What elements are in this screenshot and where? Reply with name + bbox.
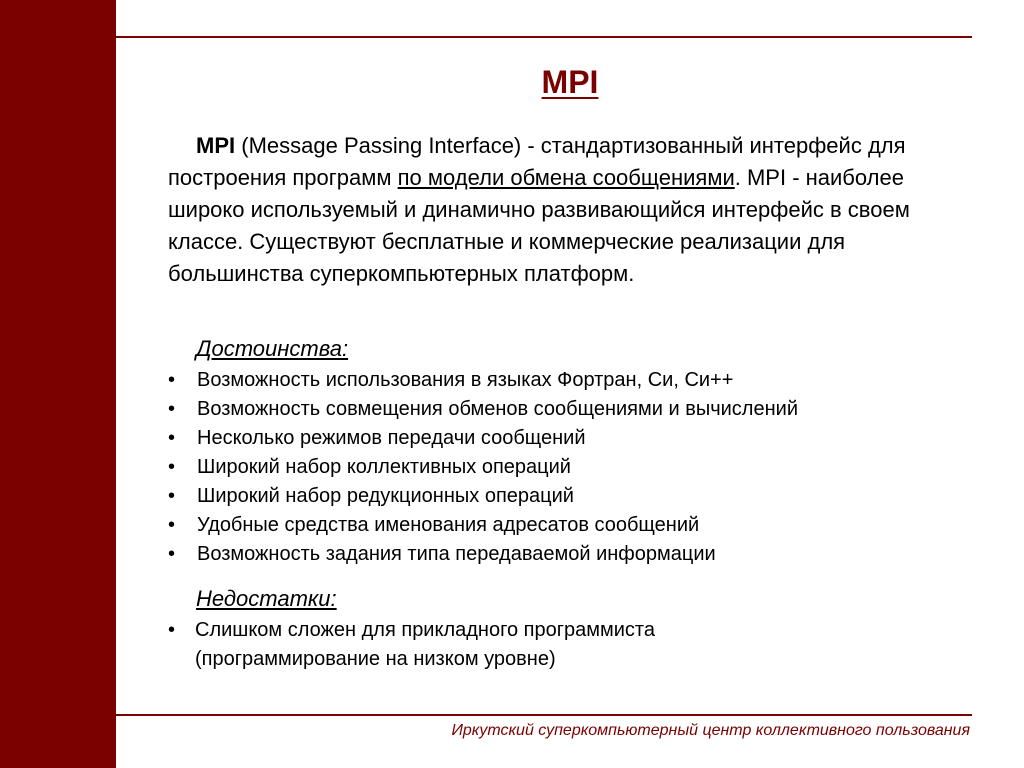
bullet-icon: • bbox=[168, 543, 176, 565]
advantage-text: Несколько режимов передачи сообщений bbox=[197, 427, 586, 449]
bullet-icon: • bbox=[168, 369, 176, 391]
disadvantage-item bbox=[168, 616, 815, 674]
advantages-heading: Достоинства: bbox=[196, 336, 349, 361]
advantages-list bbox=[168, 366, 798, 569]
footer-organization: Иркутский суперкомпьютерный центр коллективного пользования bbox=[451, 722, 970, 739]
disadvantages-heading: Недостатки: bbox=[196, 586, 337, 611]
bullet-icon: • bbox=[168, 485, 176, 507]
disadvantage-text: Слишком сложен для прикладного программиста (программирование на низком уровне) bbox=[195, 619, 655, 670]
advantage-text: Возможность совмещения обменов сообщениями и вычислений bbox=[197, 398, 798, 420]
advantage-item bbox=[168, 482, 798, 511]
bottom-divider bbox=[52, 714, 972, 716]
advantage-text: Широкий набор коллективных операций bbox=[197, 456, 571, 478]
advantage-text: Возможность задания типа передаваемой информации bbox=[197, 543, 716, 565]
intro-term: MPI bbox=[196, 133, 236, 158]
intro-text-2: . MPI - наиболее широко используемый и динамично развивающийся интерфейс в своем классе. Существуют бесплатные и коммерческие реализации для большинства суперкомпьютерных платформ. bbox=[168, 165, 910, 286]
left-accent-bar bbox=[0, 0, 116, 768]
intro-text-1: (Message Passing Interface) - стандартизованный интерфейс для построения программ bbox=[168, 133, 906, 190]
bullet-icon: • bbox=[168, 514, 176, 536]
bullet-icon: • bbox=[168, 456, 176, 478]
advantage-item bbox=[168, 424, 798, 453]
advantage-item bbox=[168, 366, 798, 395]
advantage-item bbox=[168, 395, 798, 424]
top-divider bbox=[52, 36, 972, 38]
intro-paragraph bbox=[168, 130, 978, 290]
advantage-text: Удобные средства именования адресатов сообщений bbox=[197, 514, 700, 536]
advantage-item bbox=[168, 453, 798, 482]
bullet-icon: • bbox=[168, 619, 176, 641]
bullet-icon: • bbox=[168, 427, 176, 449]
slide-title: MPI bbox=[541, 64, 599, 100]
message-passing-link[interactable]: по модели обмена сообщениями bbox=[397, 165, 735, 190]
bullet-icon: • bbox=[168, 398, 176, 420]
disadvantages-list bbox=[168, 616, 815, 674]
advantage-item bbox=[168, 540, 798, 569]
advantage-item bbox=[168, 511, 798, 540]
advantage-text: Возможность использования в языках Фортран, Си, Си++ bbox=[197, 369, 734, 391]
advantage-text: Широкий набор редукционных операций bbox=[197, 485, 574, 507]
